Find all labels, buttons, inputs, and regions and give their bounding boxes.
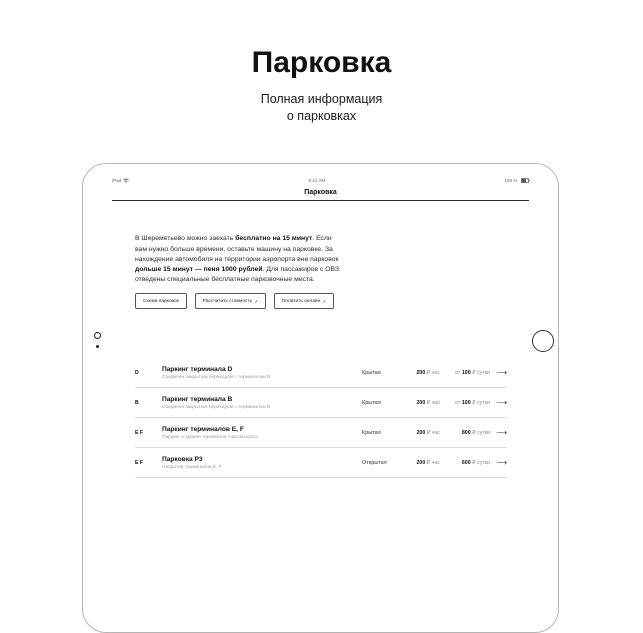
day-price-value: 100 bbox=[461, 399, 471, 406]
parking-subtitle: Соединен закрытым переходом с терминалом D bbox=[162, 374, 271, 380]
hero-section bbox=[0, 0, 643, 125]
parking-badge: B bbox=[135, 399, 139, 406]
status-right bbox=[504, 178, 529, 183]
parking-subtitle: Паркинг в здании терминала Аэроэкспресс bbox=[162, 434, 259, 440]
parking-titles bbox=[162, 426, 362, 440]
hour-price-unit: ₽ час bbox=[426, 459, 440, 466]
price-per-day bbox=[440, 460, 490, 466]
row-arrow-icon[interactable]: ⟶ bbox=[496, 428, 507, 438]
status-left bbox=[112, 178, 129, 183]
sensor-dot-icon bbox=[96, 345, 99, 348]
parking-title: Паркинг терминала D bbox=[162, 365, 233, 373]
day-price-unit: ₽ сутки bbox=[472, 429, 490, 436]
wifi-icon bbox=[123, 178, 129, 183]
parking-row[interactable] bbox=[135, 418, 507, 448]
parking-badge: D bbox=[135, 369, 139, 376]
day-price-value: 800 bbox=[461, 429, 471, 436]
parking-type: Крытая bbox=[362, 429, 381, 436]
status-bar bbox=[112, 178, 529, 183]
hour-price-value: 200 bbox=[416, 459, 426, 466]
hour-price-unit: ₽ час bbox=[426, 369, 440, 376]
external-link-icon: ↗ bbox=[254, 298, 258, 304]
row-arrow-icon[interactable]: ⟶ bbox=[496, 458, 507, 468]
app-header-title: Парковка bbox=[304, 189, 337, 197]
home-button[interactable] bbox=[532, 330, 554, 352]
parking-type: Открытая bbox=[362, 459, 387, 466]
parking-badge: E F bbox=[135, 429, 144, 436]
hour-price-unit: ₽ час bbox=[426, 429, 440, 436]
external-link-icon: ↗ bbox=[322, 298, 326, 304]
page-subtitle-line-1: Полная информация bbox=[260, 92, 383, 106]
parking-subtitle: Соединен закрытым переходом с терминалом B bbox=[162, 404, 271, 410]
action-button-label: Оплатить онлайн bbox=[281, 298, 321, 304]
front-camera-icon bbox=[94, 332, 101, 339]
row-arrow-icon[interactable]: ⟶ bbox=[496, 368, 507, 378]
parking-badge: E F bbox=[135, 459, 144, 466]
battery-icon bbox=[521, 178, 530, 183]
price-per-day bbox=[440, 400, 490, 406]
action-button-label: Рассчитать стоимость bbox=[202, 298, 253, 304]
day-price-prefix: от bbox=[455, 369, 461, 376]
page-subtitle bbox=[0, 91, 643, 125]
hour-price-value: 200 bbox=[416, 429, 426, 436]
day-price-value: 600 bbox=[461, 459, 471, 466]
hour-price-value: 200 bbox=[416, 399, 426, 406]
day-price-unit: ₽ сутки bbox=[472, 369, 490, 376]
price-per-hour bbox=[402, 430, 440, 436]
hour-price-value: 200 bbox=[416, 369, 426, 376]
day-price-unit: ₽ сутки bbox=[472, 459, 490, 466]
parking-row[interactable] bbox=[135, 388, 507, 418]
battery-percent: 100 % bbox=[504, 178, 518, 184]
price-per-hour bbox=[402, 460, 440, 466]
parking-titles bbox=[162, 456, 362, 470]
price-per-day bbox=[440, 430, 490, 436]
action-button[interactable] bbox=[195, 293, 266, 309]
intro-paragraph: В Шереметьево можно заехать бесплатно на 15 минут. Если вам нужно больше времени, оставьте машину на парковке. За нахождение автомобиля на территории аэропорта вне парковок дольше 15 минут — пеня 1000 рублей. Для пассажиров с ОВЗ отведены специальные бесплатные парковочные места. bbox=[135, 235, 339, 284]
parking-subtitle: Напротив терминалов E, F bbox=[162, 464, 222, 470]
parking-title: Паркинг терминалов E, F bbox=[162, 425, 244, 433]
tablet-screen bbox=[112, 164, 529, 632]
parking-row[interactable] bbox=[135, 448, 507, 478]
action-button-label: Схема парковок bbox=[143, 298, 179, 304]
parking-title: Паркинг терминала B bbox=[162, 395, 233, 403]
price-per-hour bbox=[402, 370, 440, 376]
parking-titles bbox=[162, 396, 362, 410]
parking-list bbox=[135, 358, 507, 478]
page-title: Парковка bbox=[251, 46, 392, 79]
action-buttons bbox=[135, 293, 507, 309]
parking-title: Парковка P3 bbox=[162, 455, 203, 463]
status-time: 9:41 AM bbox=[308, 178, 326, 184]
page-subtitle-line-2: о парковках bbox=[286, 109, 357, 123]
row-arrow-icon[interactable]: ⟶ bbox=[496, 398, 507, 408]
day-price-prefix: от bbox=[455, 399, 461, 406]
parking-row[interactable] bbox=[135, 358, 507, 388]
tablet-frame bbox=[82, 163, 559, 633]
parking-type: Крытая bbox=[362, 369, 381, 376]
hour-price-unit: ₽ час bbox=[426, 399, 440, 406]
price-per-day bbox=[440, 370, 490, 376]
carrier-label: iPad bbox=[112, 178, 122, 184]
price-per-hour bbox=[402, 400, 440, 406]
parking-titles bbox=[162, 366, 362, 380]
day-price-value: 100 bbox=[461, 369, 471, 376]
action-button[interactable] bbox=[274, 293, 334, 309]
header-divider bbox=[112, 200, 529, 201]
parking-type: Крытая bbox=[362, 399, 381, 406]
day-price-unit: ₽ сутки bbox=[472, 399, 490, 406]
main-content bbox=[112, 234, 529, 478]
action-button[interactable] bbox=[135, 293, 187, 309]
